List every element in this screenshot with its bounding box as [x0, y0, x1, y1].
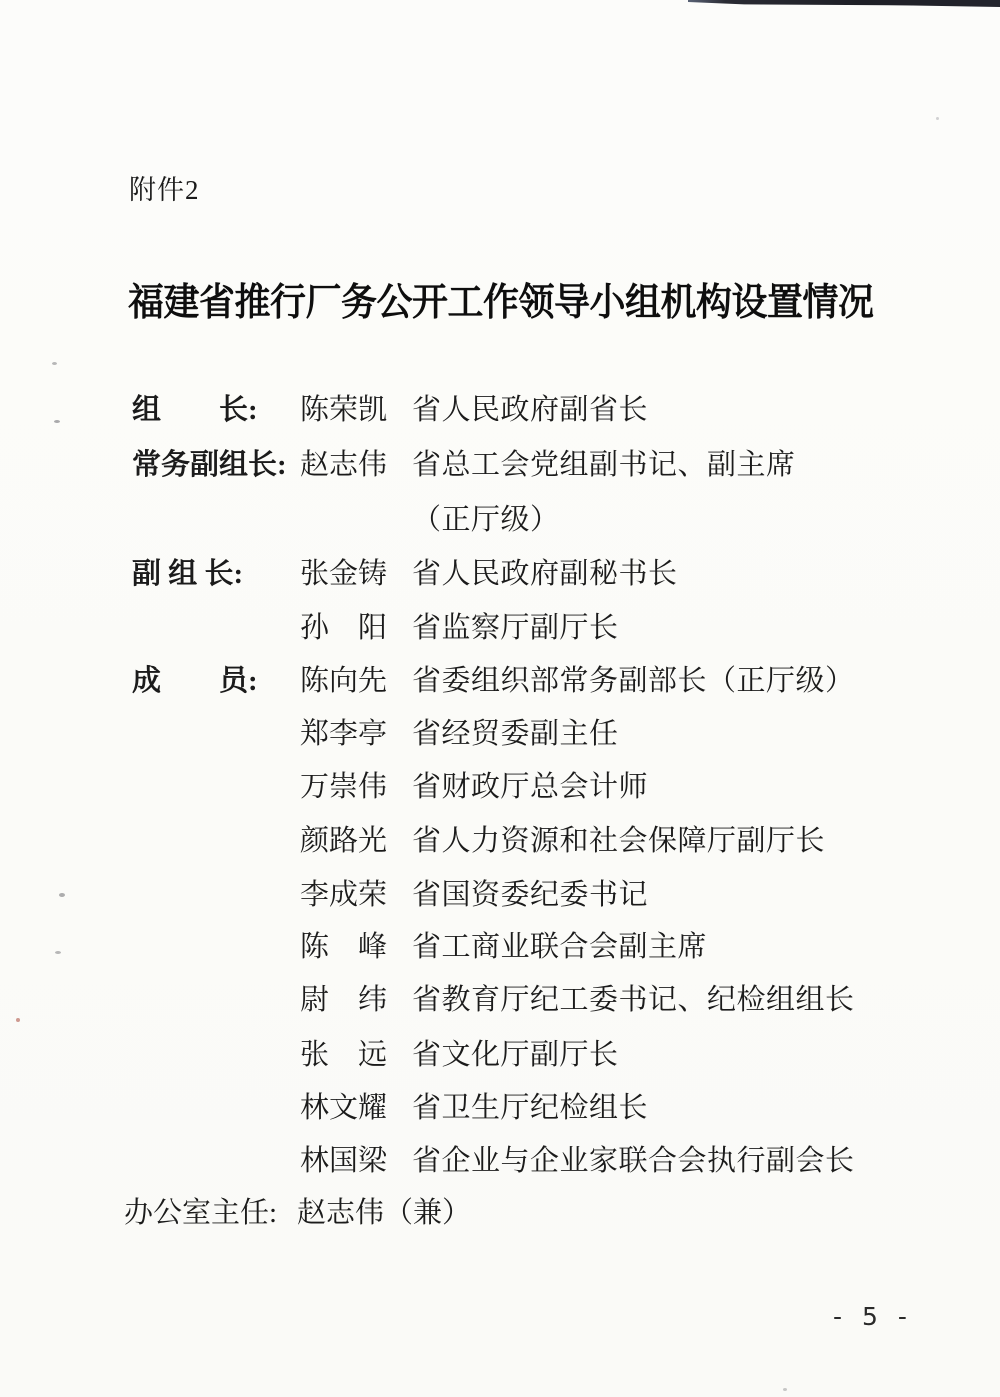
- roster-row: [0, 985, 1000, 1021]
- roster-row: [0, 1146, 1000, 1182]
- scan-speck: [54, 420, 60, 423]
- person-name: 张 远: [300, 1039, 388, 1071]
- person-title: 省监察厅副厅长: [412, 612, 619, 644]
- person-name: 赵志伟: [300, 449, 388, 481]
- scan-speck: [16, 1018, 20, 1022]
- role-label: 常务副组长:: [132, 449, 287, 481]
- person-name: 陈向先: [300, 665, 388, 697]
- person-title: 省教育厅纪工委书记、纪检组组长: [412, 984, 855, 1016]
- person-name: 林国梁: [300, 1145, 388, 1177]
- roster-row: [0, 932, 1000, 968]
- roster-row: [0, 880, 1000, 916]
- person-title: 省经贸委副主任: [412, 718, 619, 750]
- person-title: 省人民政府副省长: [412, 394, 649, 426]
- person-title: 省工商业联合会副主席: [412, 931, 708, 963]
- roster-row: [0, 772, 1000, 808]
- person-title: 省文化厅副厅长: [412, 1039, 619, 1071]
- scan-speck: [783, 1388, 787, 1391]
- person-name: 张金铸: [300, 558, 388, 590]
- document-title: 福建省推行厂务公开工作领导小组机构设置情况: [128, 281, 874, 324]
- person-name: 陈荣凯: [300, 394, 388, 426]
- person-name: 颜路光: [300, 825, 388, 857]
- roster-row-continuation: [0, 505, 1000, 541]
- roster-row: [0, 395, 1000, 431]
- person-name: 李成荣: [300, 879, 388, 911]
- role-label: 成 员:: [132, 665, 258, 697]
- scan-edge-artifact: [688, 0, 1000, 7]
- roster-row: [0, 450, 1000, 486]
- roster-row: [0, 559, 1000, 595]
- roster-row: [0, 719, 1000, 755]
- page-number: - 5 -: [833, 1302, 909, 1331]
- office-director-label: 办公室主任:: [124, 1197, 278, 1229]
- role-label: 副 组 长:: [132, 558, 244, 590]
- scan-speck: [52, 362, 57, 365]
- person-title-continuation: （正厅级）: [412, 504, 560, 536]
- roster-row: [0, 1040, 1000, 1076]
- person-title: 省人力资源和社会保障厅副厅长: [412, 825, 826, 857]
- person-name: 郑李亭: [300, 718, 388, 750]
- person-title: 省总工会党组副书记、副主席: [412, 449, 796, 481]
- person-title: 省国资委纪委书记: [412, 879, 649, 911]
- person-title: 省委组织部常务副部长（正厅级）: [412, 665, 855, 697]
- office-director-row: [0, 1198, 1000, 1234]
- scan-speck: [936, 117, 939, 120]
- person-name: 尉 纬: [300, 984, 388, 1016]
- person-title: 省财政厅总会计师: [412, 771, 649, 803]
- roster-row: [0, 1093, 1000, 1129]
- person-name: 陈 峰: [300, 931, 388, 963]
- person-name: 林文耀: [300, 1092, 388, 1124]
- scan-speck: [59, 893, 65, 897]
- person-title: 省企业与企业家联合会执行副会长: [412, 1145, 855, 1177]
- person-title: 省人民政府副秘书长: [412, 558, 678, 590]
- person-name: 万崇伟: [300, 771, 388, 803]
- person-name: 孙 阳: [300, 612, 388, 644]
- office-director-value: 赵志伟（兼）: [297, 1197, 472, 1229]
- roster-row: [0, 613, 1000, 649]
- roster-row: [0, 666, 1000, 702]
- role-label: 组 长:: [132, 394, 258, 426]
- roster-row: [0, 826, 1000, 862]
- attachment-label: 附件2: [129, 175, 200, 205]
- scan-speck: [55, 951, 61, 954]
- person-title: 省卫生厅纪检组长: [412, 1092, 649, 1124]
